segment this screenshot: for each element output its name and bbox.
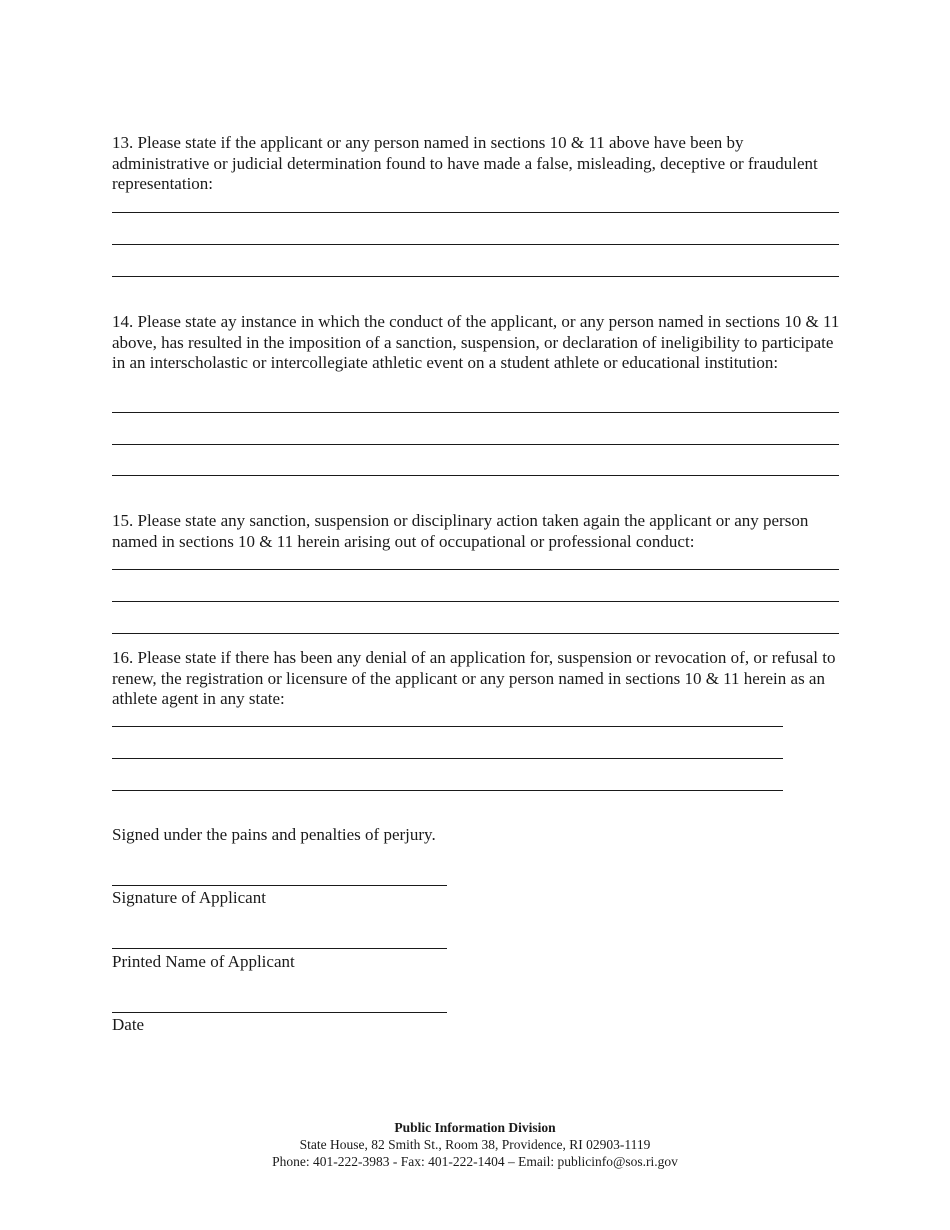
answer-line-16-3[interactable] [112,790,783,791]
question-14-number: 14. [112,312,134,331]
question-14-text: Please state ay instance in which the conduct of the applicant, or any person named in sections 10 & 11 above, has resulted in the imposition of a sanction, suspension, or declaration of ineligibility to participate in an interscholastic or intercollegiate athletic event on a student athlete or educational institution: [112,312,840,373]
answer-line-16-1[interactable] [112,726,783,727]
question-13-text: Please state if the applicant or any person named in sections 10 & 11 above have been by administrative or judicial determination found to have made a false, misleading, deceptive or fraudulent representation: [112,133,818,194]
date-label: Date [112,1015,145,1034]
question-13-number: 13. [112,133,134,152]
answer-line-15-3[interactable] [112,633,839,634]
question-16 [112,648,840,710]
answer-line-15-1[interactable] [112,569,839,570]
question-16-number: 16. [112,648,134,667]
signature-line[interactable] [112,885,447,886]
answer-line-13-1[interactable] [112,212,839,213]
footer-contact: Phone: 401-222-3983 - Fax: 401-222-1404 – Email: publicinfo@sos.ri.gov [272,1154,678,1169]
printed-name-label: Printed Name of Applicant [112,952,295,971]
printed-name-line[interactable] [112,948,447,949]
question-15-text: Please state any sanction, suspension or disciplinary action taken again the applicant or any person named in sections 10 & 11 herein arising out of occupational or professional conduct: [112,511,809,551]
signature-label: Signature of Applicant [112,888,266,907]
question-15 [112,511,840,552]
answer-line-16-2[interactable] [112,758,783,759]
question-15-number: 15. [112,511,134,530]
attestation-statement: Signed under the pains and penalties of perjury. [112,825,436,844]
question-13 [112,133,840,195]
answer-line-14-3[interactable] [112,475,839,476]
answer-line-14-2[interactable] [112,444,839,445]
footer [0,1119,950,1170]
question-16-text: Please state if there has been any denial of an application for, suspension or revocation of, or refusal to renew, the registration or licensure of the applicant or any person named in sections 10 & 11 herein as an athlete agent in any state: [112,648,836,709]
answer-line-13-2[interactable] [112,244,839,245]
question-14 [112,312,840,374]
answer-line-14-1[interactable] [112,412,839,413]
date-line[interactable] [112,1012,447,1013]
answer-line-13-3[interactable] [112,276,839,277]
footer-address: State House, 82 Smith St., Room 38, Providence, RI 02903-1119 [299,1137,651,1152]
answer-line-15-2[interactable] [112,601,839,602]
footer-organization: Public Information Division [394,1120,556,1135]
